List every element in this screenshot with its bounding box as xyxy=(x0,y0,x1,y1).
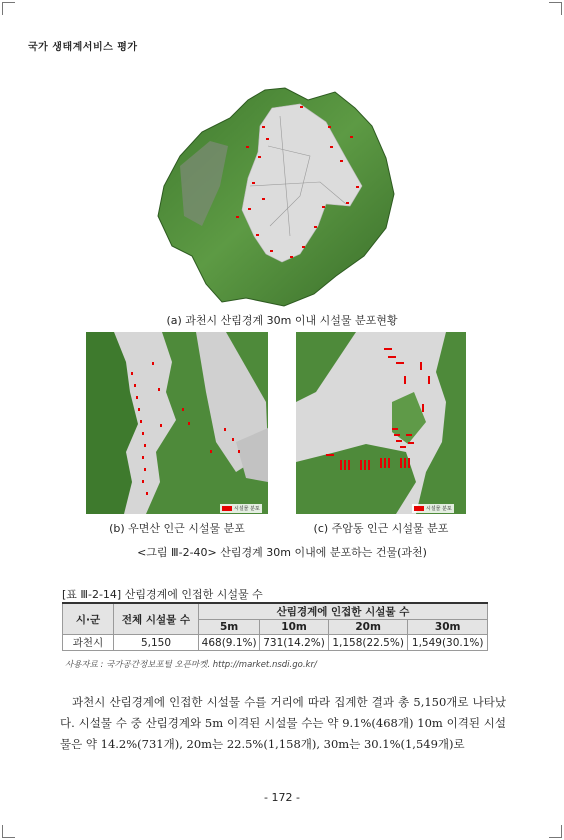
caption-c: (c) 주암동 인근 시설물 분포 xyxy=(313,522,449,535)
cell-region: 과천시 xyxy=(63,635,114,651)
body-paragraph xyxy=(60,692,506,755)
crop-mark-top-right xyxy=(549,2,562,15)
cell-5m: 468(9.1%) xyxy=(199,635,260,651)
cell-20m: 1,158(22.5%) xyxy=(328,635,408,651)
caption-b: (b) 우면산 인근 시설물 분포 xyxy=(109,522,245,535)
table-row xyxy=(63,635,488,651)
col-header-region: 시·군 xyxy=(63,603,114,635)
crop-mark-bottom-left xyxy=(2,825,15,838)
col-header-total: 전체 시설물 수 xyxy=(114,603,199,635)
col-header-30m: 30m xyxy=(408,620,488,635)
body-text: 과천시 산림경계에 인접한 시설물 수를 거리에 따라 집계한 결과 총 5,150개로 나타났다. 시설물 수 중 산림경계와 5m 이격된 시설물 수는 약 9.1%(468개) 10m 이격된 시설물은 약 14.2%(731개), 20m는 22.5%(1,158개), 30m는 30.1%(1,549개)로 xyxy=(60,695,506,751)
facility-table xyxy=(62,602,488,651)
running-head: 국가 생태계서비스 평가 xyxy=(28,42,138,53)
figure-caption: <그림 Ⅲ-2-40> 산림경계 30m 이내에 분포하는 건물(과천) xyxy=(137,546,427,559)
facility-legend-swatch xyxy=(222,506,232,511)
crop-mark-top-left xyxy=(2,2,15,15)
page-number: - 172 - xyxy=(264,791,300,804)
cell-10m: 731(14.2%) xyxy=(260,635,329,651)
map-juamdong xyxy=(296,332,466,514)
table-title: [표 Ⅲ-2-14] 산림경계에 인접한 시설물 수 xyxy=(62,588,263,601)
map-umyeonsan xyxy=(86,332,268,514)
table-source: 사용자료 : 국가공간정보포털 오픈마켓. http://market.nsdi.go.kr/ xyxy=(65,660,317,670)
crop-mark-bottom-right xyxy=(549,825,562,838)
legend-label-c: 시설물 분포 xyxy=(426,506,452,512)
caption-a: (a) 과천시 산림경계 30m 이내 시설물 분포현황 xyxy=(166,314,398,327)
cell-total: 5,150 xyxy=(114,635,199,651)
cell-30m: 1,549(30.1%) xyxy=(408,635,488,651)
col-header-group: 산림경계에 인접한 시설물 수 xyxy=(199,603,488,620)
col-header-20m: 20m xyxy=(328,620,408,635)
facility-legend-swatch xyxy=(414,506,424,511)
legend-b xyxy=(220,504,262,513)
col-header-10m: 10m xyxy=(260,620,329,635)
map-gwacheon-overview xyxy=(150,86,400,308)
col-header-5m: 5m xyxy=(199,620,260,635)
legend-label-b: 시설물 분포 xyxy=(234,506,260,512)
legend-c xyxy=(412,504,454,513)
